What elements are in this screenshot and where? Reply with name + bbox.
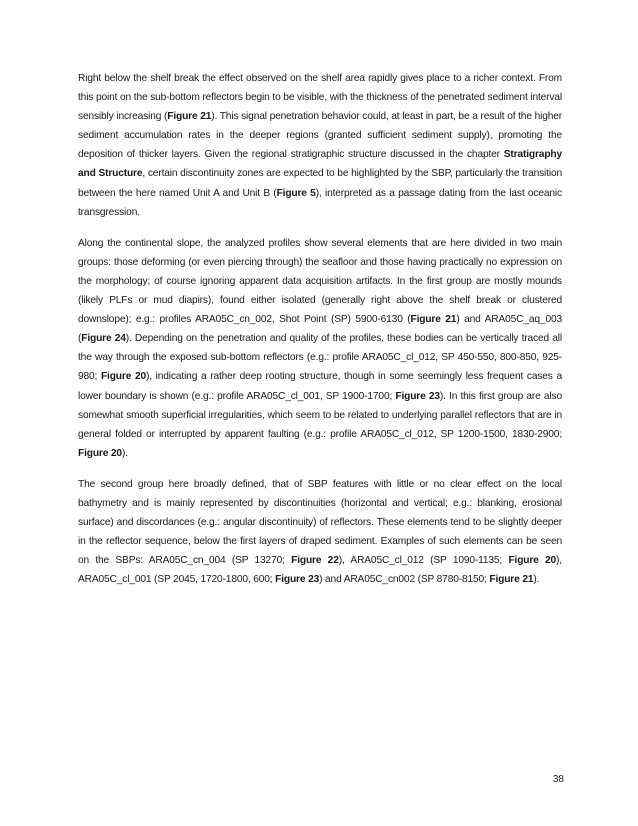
figure-reference: Figure 23 (395, 390, 440, 402)
text-run: ). (121, 447, 128, 459)
figure-reference: Figure 20 (508, 555, 557, 567)
figure-reference: Figure 20 (100, 371, 146, 383)
text-run: ), ARA05C_cl_001 (SP 2045, 1720-1800, 600; (78, 555, 562, 586)
text-run: ), indicating a rather deep rooting structure, though in some seemingly less frequent cases a lower boundary is shown (e.g.: profile ARA05C_cl_001, SP 1900-1700; (78, 371, 562, 402)
figure-reference: Figure 23 (275, 574, 320, 586)
figure-reference: Stratigraphy and Structure (78, 149, 562, 180)
text-run: Along the continental slope, the analyzed profiles show several elements that are here divided in two main groups: those deforming (or even piercing through) the seafloor and those having practically no expression on the morphology; of course ignoring apparent data acquisition artifacts. In the first group are mostly mounds (likely PLFs or mud diapirs), found either isolated (generally right above the shelf break or clustered downslope); e.g.: profiles ARA05C_cn_002, Shot Point (SP) 5900-6130 ( (78, 237, 562, 326)
figure-reference: Figure 5 (276, 187, 316, 199)
text-run: The second group here broadly defined, that of SBP features with little or no clear effect on the local bathymetry and is mainly represented by discontinuities (horizontal and vertical; e.g.: blanking, erosional surface) and discordances (e.g.: angular discontinuity) of reflectors. These elements tend to be slightly deeper in the reflector sequence, below the first layers of draped sediment. Examples of such elements can be seen on the SBPs: ARA05C_cn_004 (SP 13270; (78, 478, 562, 567)
text-run: ). This signal penetration behavior could, at least in part, be a result of the higher sediment accumulation rates in the deeper regions (granted sufficient sediment supply), promoting the deposition of thicker layers. Given the regional stratigraphic structure discussed in the chapter (78, 111, 562, 161)
paragraph-2 (78, 234, 562, 463)
figure-reference: Figure 21 (167, 111, 212, 123)
paragraph-1 (78, 69, 562, 222)
text-run: ). Depending on the penetration and quality of the profiles, these bodies can be vertically traced all the way through the exposed sub-bottom reflectors (e.g.: profile ARA05C_cl_012, SP 450-550, 800-850, 925-980; (78, 333, 562, 383)
text-run: ) and ARA05C_aq_003 ( (78, 314, 562, 345)
figure-reference: Figure 22 (291, 555, 339, 567)
figure-reference: Figure 21 (410, 314, 457, 326)
text-run: ) and ARA05C_cn002 (SP 8780-8150; (319, 574, 490, 586)
figure-reference: Figure 20 (78, 447, 122, 459)
figure-reference: Figure 24 (81, 333, 126, 345)
text-run: ), interpreted as a passage dating from the last oceanic transgression. (78, 187, 562, 218)
figure-reference: Figure 21 (489, 574, 534, 586)
body-text (78, 69, 562, 601)
text-run: , certain discontinuity zones are expected to be highlighted by the SBP, particularly the transition between the here named Unit A and Unit B ( (78, 168, 562, 199)
text-run: ). (533, 574, 540, 586)
text-run: ). In this first group are also somewhat smooth superficial irregularities, which seem to be related to underlying parallel reflectors that are in general folded or interrupted by apparent faulting (e.g.: profile ARA05C_cl_012, SP 1200-1500, 1830-2900; (78, 390, 562, 440)
text-run: Right below the shelf break the effect observed on the shelf area rapidly gives place to a richer context. From this point on the sub-bottom reflectors begin to be visible, with the thickness of the penetrated sediment interval sensibly increasing ( (78, 73, 562, 123)
page-number: 38 (552, 774, 564, 785)
text-run: ), ARA05C_cl_012 (SP 1090-1135; (338, 555, 509, 567)
paragraph-3 (78, 475, 562, 590)
